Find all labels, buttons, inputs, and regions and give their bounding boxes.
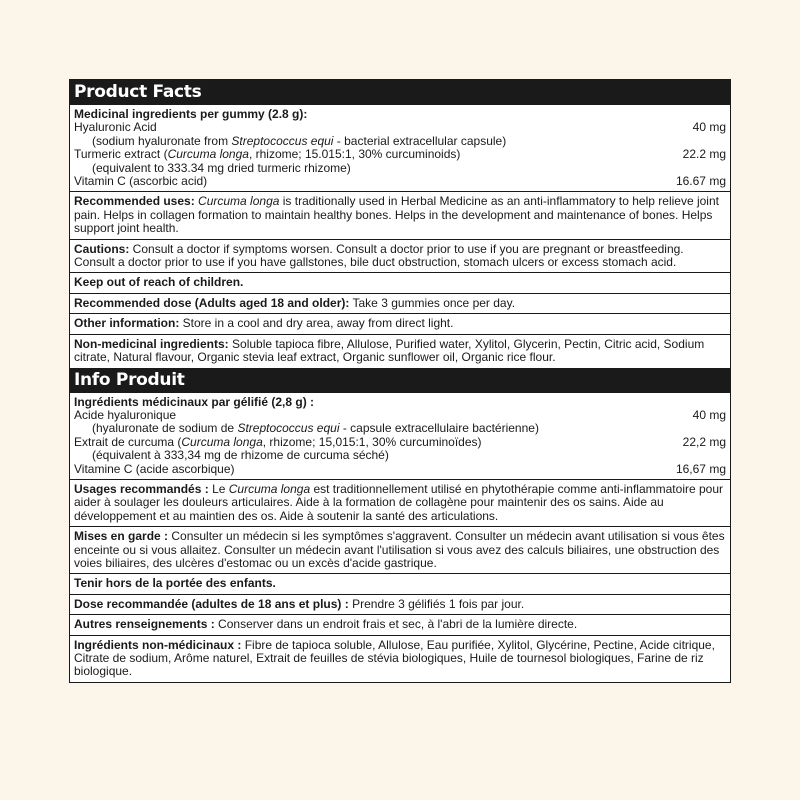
en-ingredients-heading: Medicinal ingredients per gummy (2.8 g):: [74, 107, 308, 121]
fr-medicinal-ingredients: [70, 393, 730, 479]
fr-ingredients-heading: Ingrédients médicinaux par gélifié (2,8 g) :: [74, 394, 315, 409]
en-ingredient-amount: 16.67 mg: [675, 174, 726, 189]
fr-recommended-dose: Dose recommandée (adultes de 18 ans et plus) : Prendre 3 gélifiés 1 fois par jour.: [70, 594, 730, 614]
en-ingredient-row: [74, 175, 726, 188]
en-ingredient-amount: 22.2 mg: [682, 147, 726, 162]
en-ingredient-name: Vitamin C (ascorbic acid): [74, 174, 208, 189]
en-ingredient-name: Hyaluronic Acid: [74, 120, 157, 135]
fr-ingredient-equivalent: (équivalent à 333,34 mg de rhizome de curcuma séché): [92, 448, 389, 463]
fr-other-information: Autres renseignements : Conserver dans un endroit frais et sec, à l'abri de la lumière directe.: [70, 614, 730, 634]
fr-ingredient-row: [74, 436, 726, 449]
en-ingredient-name: Turmeric extract (Curcuma longa, rhizome; 15.015:1, 30% curcuminoids): [74, 147, 461, 162]
en-ingredient-amount: 40 mg: [692, 120, 726, 135]
fr-ingredient-name: Vitamine C (acide ascorbique): [74, 461, 235, 476]
fr-ingredient-row: [74, 409, 726, 422]
fr-keep-out-warning: Tenir hors de la portée des enfants.: [70, 573, 730, 593]
en-ingredient-source: (sodium hyaluronate from Streptococcus equi - bacterial extracellular capsule): [92, 133, 507, 148]
en-ingredient-row: [74, 121, 726, 134]
en-keep-out-warning: Keep out of reach of children.: [70, 272, 730, 292]
fr-ingredient-amount: 16,67 mg: [675, 461, 726, 476]
en-recommended-dose: Recommended dose (Adults aged 18 and older): Take 3 gummies once per day.: [70, 293, 730, 313]
en-other-information: Other information: Store in a cool and dry area, away from direct light.: [70, 313, 730, 333]
fr-ingredient-amount: 40 mg: [692, 407, 726, 422]
fr-ingredient-amount: 22,2 mg: [682, 434, 726, 449]
fr-ingredient-row: [74, 463, 726, 476]
en-ingredient-equivalent: (equivalent to 333.34 mg dried turmeric rhizome): [92, 160, 351, 175]
en-ingredient-row: [74, 148, 726, 161]
en-medicinal-ingredients: [70, 105, 730, 191]
product-facts-header: Product Facts: [70, 80, 730, 105]
fr-cautions: Mises en garde : Consulter un médecin si les symptômes s'aggravent. Consulter un médecin avant utilisation si vous êtes enceinte ou si vous allaitez. Consulter un médecin avant l'utilisation si vous avez des calculs biliaires, une obstruction des voies biliaires, des ulcères d'estomac ou un excès d'acide gastrique.: [70, 526, 730, 573]
en-recommended-uses: Recommended uses: Curcuma longa is traditionally used in Herbal Medicine as an anti-inflammatory to help relieve joint pain. Helps in collagen formation to maintain healthy bones. Helps in the development and maintenance of bones. Helps support joint health.: [70, 191, 730, 238]
fr-ingredient-name: Acide hyaluronique: [74, 407, 177, 422]
info-produit-header: Info Produit: [70, 368, 730, 393]
product-facts-panel: [69, 79, 731, 683]
en-non-medicinal-ingredients: Non-medicinal ingredients: Soluble tapioca fibre, Allulose, Purified water, Xylitol, Glycerin, Pectin, Citric acid, Sodium citrate, Natural flavour, Organic stevia leaf extract, Organic sunflower oil, Organic rice flour.: [70, 334, 730, 368]
fr-recommended-uses: Usages recommandés : Le Curcuma longa est traditionnellement utilisé en phytothérapie comme anti-inflammatoire pour aider à soulager les douleurs articulaires. Aide à la formation de collagène pour maintenir des os sains. Aide au développement et au maintien des os. Aide à soutenir la santé des articulations.: [70, 479, 730, 526]
fr-ingredient-source: (hyaluronate de sodium de Streptococcus equi - capsule extracellulaire bactérienne): [92, 421, 539, 436]
fr-non-medicinal-ingredients: Ingrédients non-médicinaux : Fibre de tapioca soluble, Allulose, Eau purifiée, Xylitol, Glycérine, Pectine, Acide citrique, Citrate de sodium, Arôme naturel, Extrait de feuilles de stévia biologiques, Huile de tournesol biologiques, Farine de riz biologique.: [70, 635, 730, 682]
fr-ingredient-name: Extrait de curcuma (Curcuma longa, rhizome; 15,015:1, 30% curcuminoïdes): [74, 434, 482, 449]
en-cautions: Cautions: Consult a doctor if symptoms worsen. Consult a doctor prior to use if you are pregnant or breastfeeding. Consult a doctor prior to use if you have gallstones, bile duct obstruction, stomach ulcers or excess stomach acid.: [70, 239, 730, 273]
